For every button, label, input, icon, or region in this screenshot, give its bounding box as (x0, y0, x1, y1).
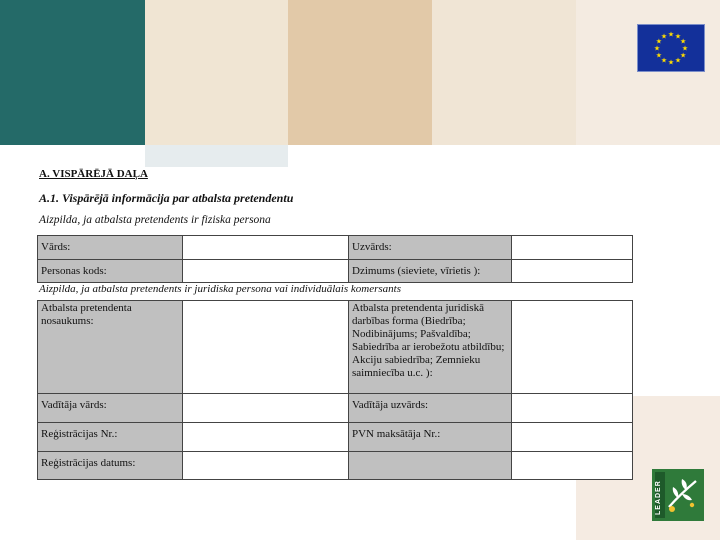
header-subband (145, 145, 288, 167)
last-name-label: Uzvārds: (349, 236, 512, 260)
manager-first-name-label: Vadītāja vārds: (38, 394, 183, 423)
gender-field[interactable] (512, 260, 633, 283)
registration-number-field[interactable] (183, 423, 349, 452)
leader-logo-icon (652, 469, 704, 521)
eu-star-icon: ★ (660, 56, 668, 65)
header-band-teal (0, 0, 145, 145)
eu-star-icon: ★ (681, 44, 689, 53)
legal-person-note: Aizpilda, ja atbalsta pretendents ir juridiska persona vai individuālais komersants (39, 283, 401, 295)
gender-label: Dzimums (sieviete, vīrietis ): (349, 260, 512, 283)
header-band-tan (288, 0, 432, 145)
applicant-name-field[interactable] (183, 301, 349, 394)
header-band-beige-1 (145, 0, 288, 145)
table-row (38, 301, 633, 394)
section-subtitle: A.1. Vispārējā informācija par atbalsta pretendentu (39, 191, 294, 205)
eu-star-icon: ★ (655, 37, 663, 46)
applicant-name-label: Atbalsta pretendenta nosaukums: (38, 301, 183, 394)
personal-code-field[interactable] (183, 260, 349, 283)
manager-last-name-label: Vadītāja uzvārds: (349, 394, 512, 423)
registration-date-label: Reģistrācijas datums: (38, 452, 183, 480)
eu-star-icon: ★ (660, 32, 668, 41)
section-title: A. VISPĀRĒJĀ DAĻA (39, 168, 148, 180)
svg-text:LEADER: LEADER (655, 480, 662, 515)
manager-first-name-field[interactable] (183, 394, 349, 423)
eu-star-icon: ★ (679, 37, 687, 46)
vat-number-label: PVN maksātāja Nr.: (349, 423, 512, 452)
eu-star-icon: ★ (674, 32, 682, 41)
empty-label-cell (349, 452, 512, 480)
table-row (38, 236, 633, 260)
table-row (38, 260, 633, 283)
legal-form-label: Atbalsta pretendenta juridiskā darbības forma (Biedrība; Nodibinājums; Pašvaldība; Sabiedrība ar ierobežotu atbildību; Akciju sabiedrība; Zemnieku saimniecība u.c. ): (349, 301, 512, 394)
natural-person-table (37, 235, 633, 283)
registration-date-field[interactable] (183, 452, 349, 480)
first-name-label: Vārds: (38, 236, 183, 260)
empty-value-cell[interactable] (512, 452, 633, 480)
eu-star-icon: ★ (667, 58, 675, 67)
vat-number-field[interactable] (512, 423, 633, 452)
table-row (38, 452, 633, 480)
personal-code-label: Personas kods: (38, 260, 183, 283)
eu-star-icon: ★ (655, 51, 663, 60)
last-name-field[interactable] (512, 236, 633, 260)
legal-form-field[interactable] (512, 301, 633, 394)
eu-flag-icon (637, 24, 705, 72)
table-row (38, 423, 633, 452)
eu-star-icon: ★ (653, 44, 661, 53)
table-row (38, 394, 633, 423)
natural-person-note: Aizpilda, ja atbalsta pretendents ir fiziska persona (39, 214, 271, 226)
manager-last-name-field[interactable] (512, 394, 633, 423)
eu-star-icon: ★ (674, 56, 682, 65)
eu-star-icon: ★ (667, 30, 675, 39)
first-name-field[interactable] (183, 236, 349, 260)
header-band-beige-2 (432, 0, 576, 145)
registration-number-label: Reģistrācijas Nr.: (38, 423, 183, 452)
legal-person-table (37, 300, 633, 480)
eu-star-icon: ★ (679, 51, 687, 60)
